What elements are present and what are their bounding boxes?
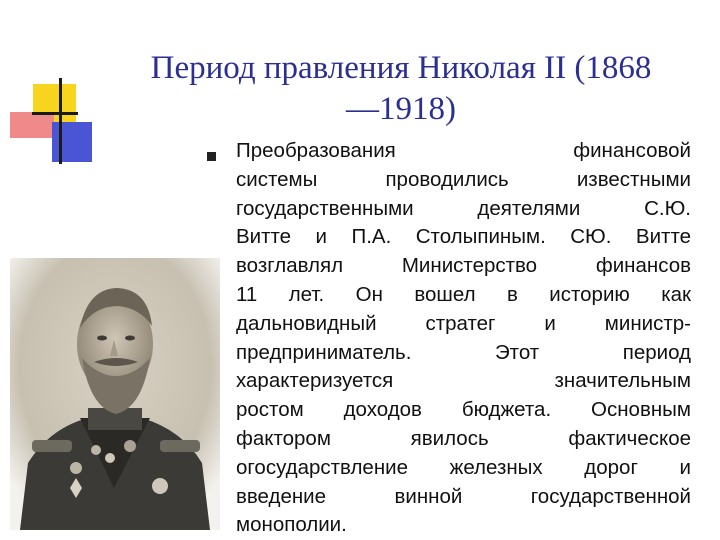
body-paragraph [236, 137, 691, 540]
body-line: системы проводились известными [236, 167, 691, 191]
square-bullet-icon [207, 152, 216, 161]
decor-blue-square [52, 122, 92, 162]
title-line-2: —1918) [346, 91, 456, 127]
body-line: ростом доходов бюджета. Основным [236, 398, 691, 422]
body-line: 11 лет. Он вошел в историю как [236, 282, 691, 306]
body-line: монополии. [236, 513, 347, 537]
body-line: фактором явилось фактическое [236, 426, 691, 450]
body-line: предприниматель. Этот период [236, 340, 691, 364]
body-line: огосударствление железных дорог и [236, 455, 691, 479]
decor-red-rectangle [10, 112, 54, 138]
portrait-image [10, 258, 220, 530]
body-line: возглавлял Министерство финансов [236, 254, 691, 278]
body-line: дальновидный стратег и министр- [236, 311, 691, 335]
title-line-1: Период правления Николая II (1868 [150, 50, 652, 86]
body-line: Витте и П.А. Столыпиным. СЮ. Витте [236, 225, 691, 249]
body-line: введение винной государственной [236, 484, 691, 508]
decor-vertical-line [59, 78, 62, 164]
body-line: Преобразования финансовой [236, 139, 691, 162]
body-line: характеризуется значительным [236, 369, 691, 393]
decor-horizontal-line [32, 112, 78, 115]
slide-title [96, 48, 706, 130]
body-line: государственными деятелями С.Ю. [236, 196, 691, 220]
